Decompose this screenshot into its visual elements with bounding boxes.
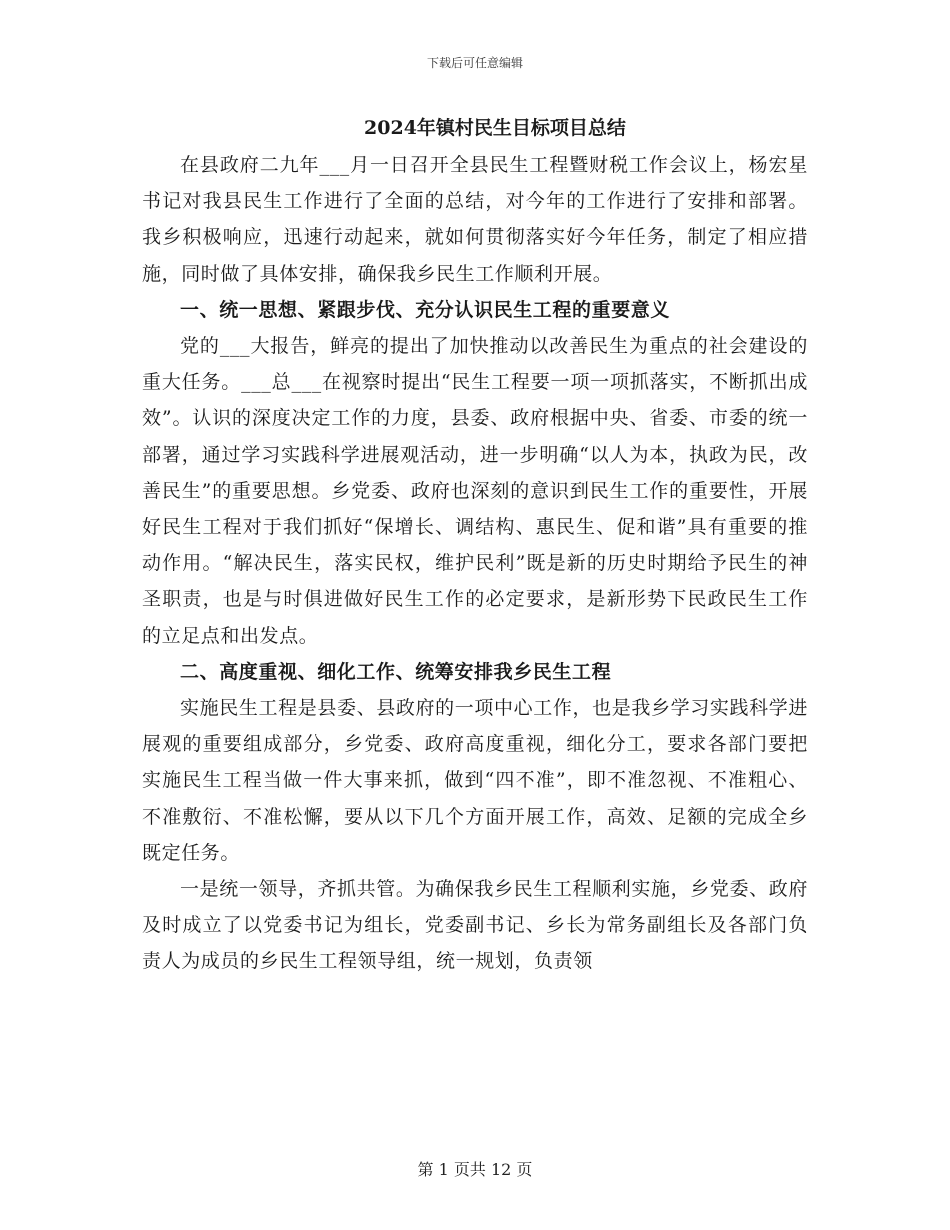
paragraph-intro: 在县政府二九年___月一日召开全县民生工程暨财税工作会议上，杨宏星书记对我县民生工作进行了全面的总结，对今年的工作进行了安排和部署。我乡积极响应，迅速行动起来，就如何贯彻落实好今年任务，制定了相应措施，同时做了具体安排，确保我乡民生工作顺利开展。 (142, 154, 808, 285)
document-body (142, 113, 808, 980)
page-number-footer: 第 1 页共 12 页 (417, 1160, 533, 1179)
paragraph-section-1: 党的___大报告，鲜亮的提出了加快推动以改善民生为重点的社会建设的重大任务。___总___在视察时提出“民生工程要一项一项抓落实，不断抓出成效”。认识的深度决定工作的力度，县委、政府根据中央、省委、市委的统一部署，通过学习实践科学进展观活动，进一步明确“以人为本，执政为民，改善民生”的重要思想。乡党委、政府也深刻的意识到民生工作的重要性，开展好民生工程对于我们抓好“保增长、调结构、惠民生、促和谐”具有重要的推动作用。“解决民生，落实民权，维护民利”既是新的历史时期给予民生的神圣职责，也是与时俱进做好民生工作的必定要求，是新形势下民政民生工作的立足点和出发点。 (142, 335, 808, 647)
paragraph-section-2-item-1: 一是统一领导，齐抓共管。为确保我乡民生工程顺利实施，乡党委、政府及时成立了以党委书记为组长，党委副书记、乡长为常务副组长及各部门负责人为成员的乡民生工程领导组，统一规划，负责领 (142, 878, 808, 973)
document-title: 2024年镇村民生目标项目总结 (364, 117, 626, 139)
paragraph-section-2: 实施民生工程是县委、县政府的一项中心工作，也是我乡学习实践科学进展观的重要组成部分，乡党委、政府高度重视，细化分工，要求各部门要把实施民生工程当做一件大事来抓，做到“四不准”，即不准忽视、不准粗心、不准敷衍、不准松懈，要从以下几个方面开展工作，高效、足额的完成全乡既定任务。 (142, 697, 808, 864)
section-heading-2: 二、高度重视、细化工作、统筹安排我乡民生工程 (180, 660, 612, 683)
section-heading-1: 一、统一思想、紧跟步伐、充分认识民生工程的重要意义 (180, 298, 671, 321)
page-header-note: 下载后可任意编辑 (426, 56, 523, 70)
